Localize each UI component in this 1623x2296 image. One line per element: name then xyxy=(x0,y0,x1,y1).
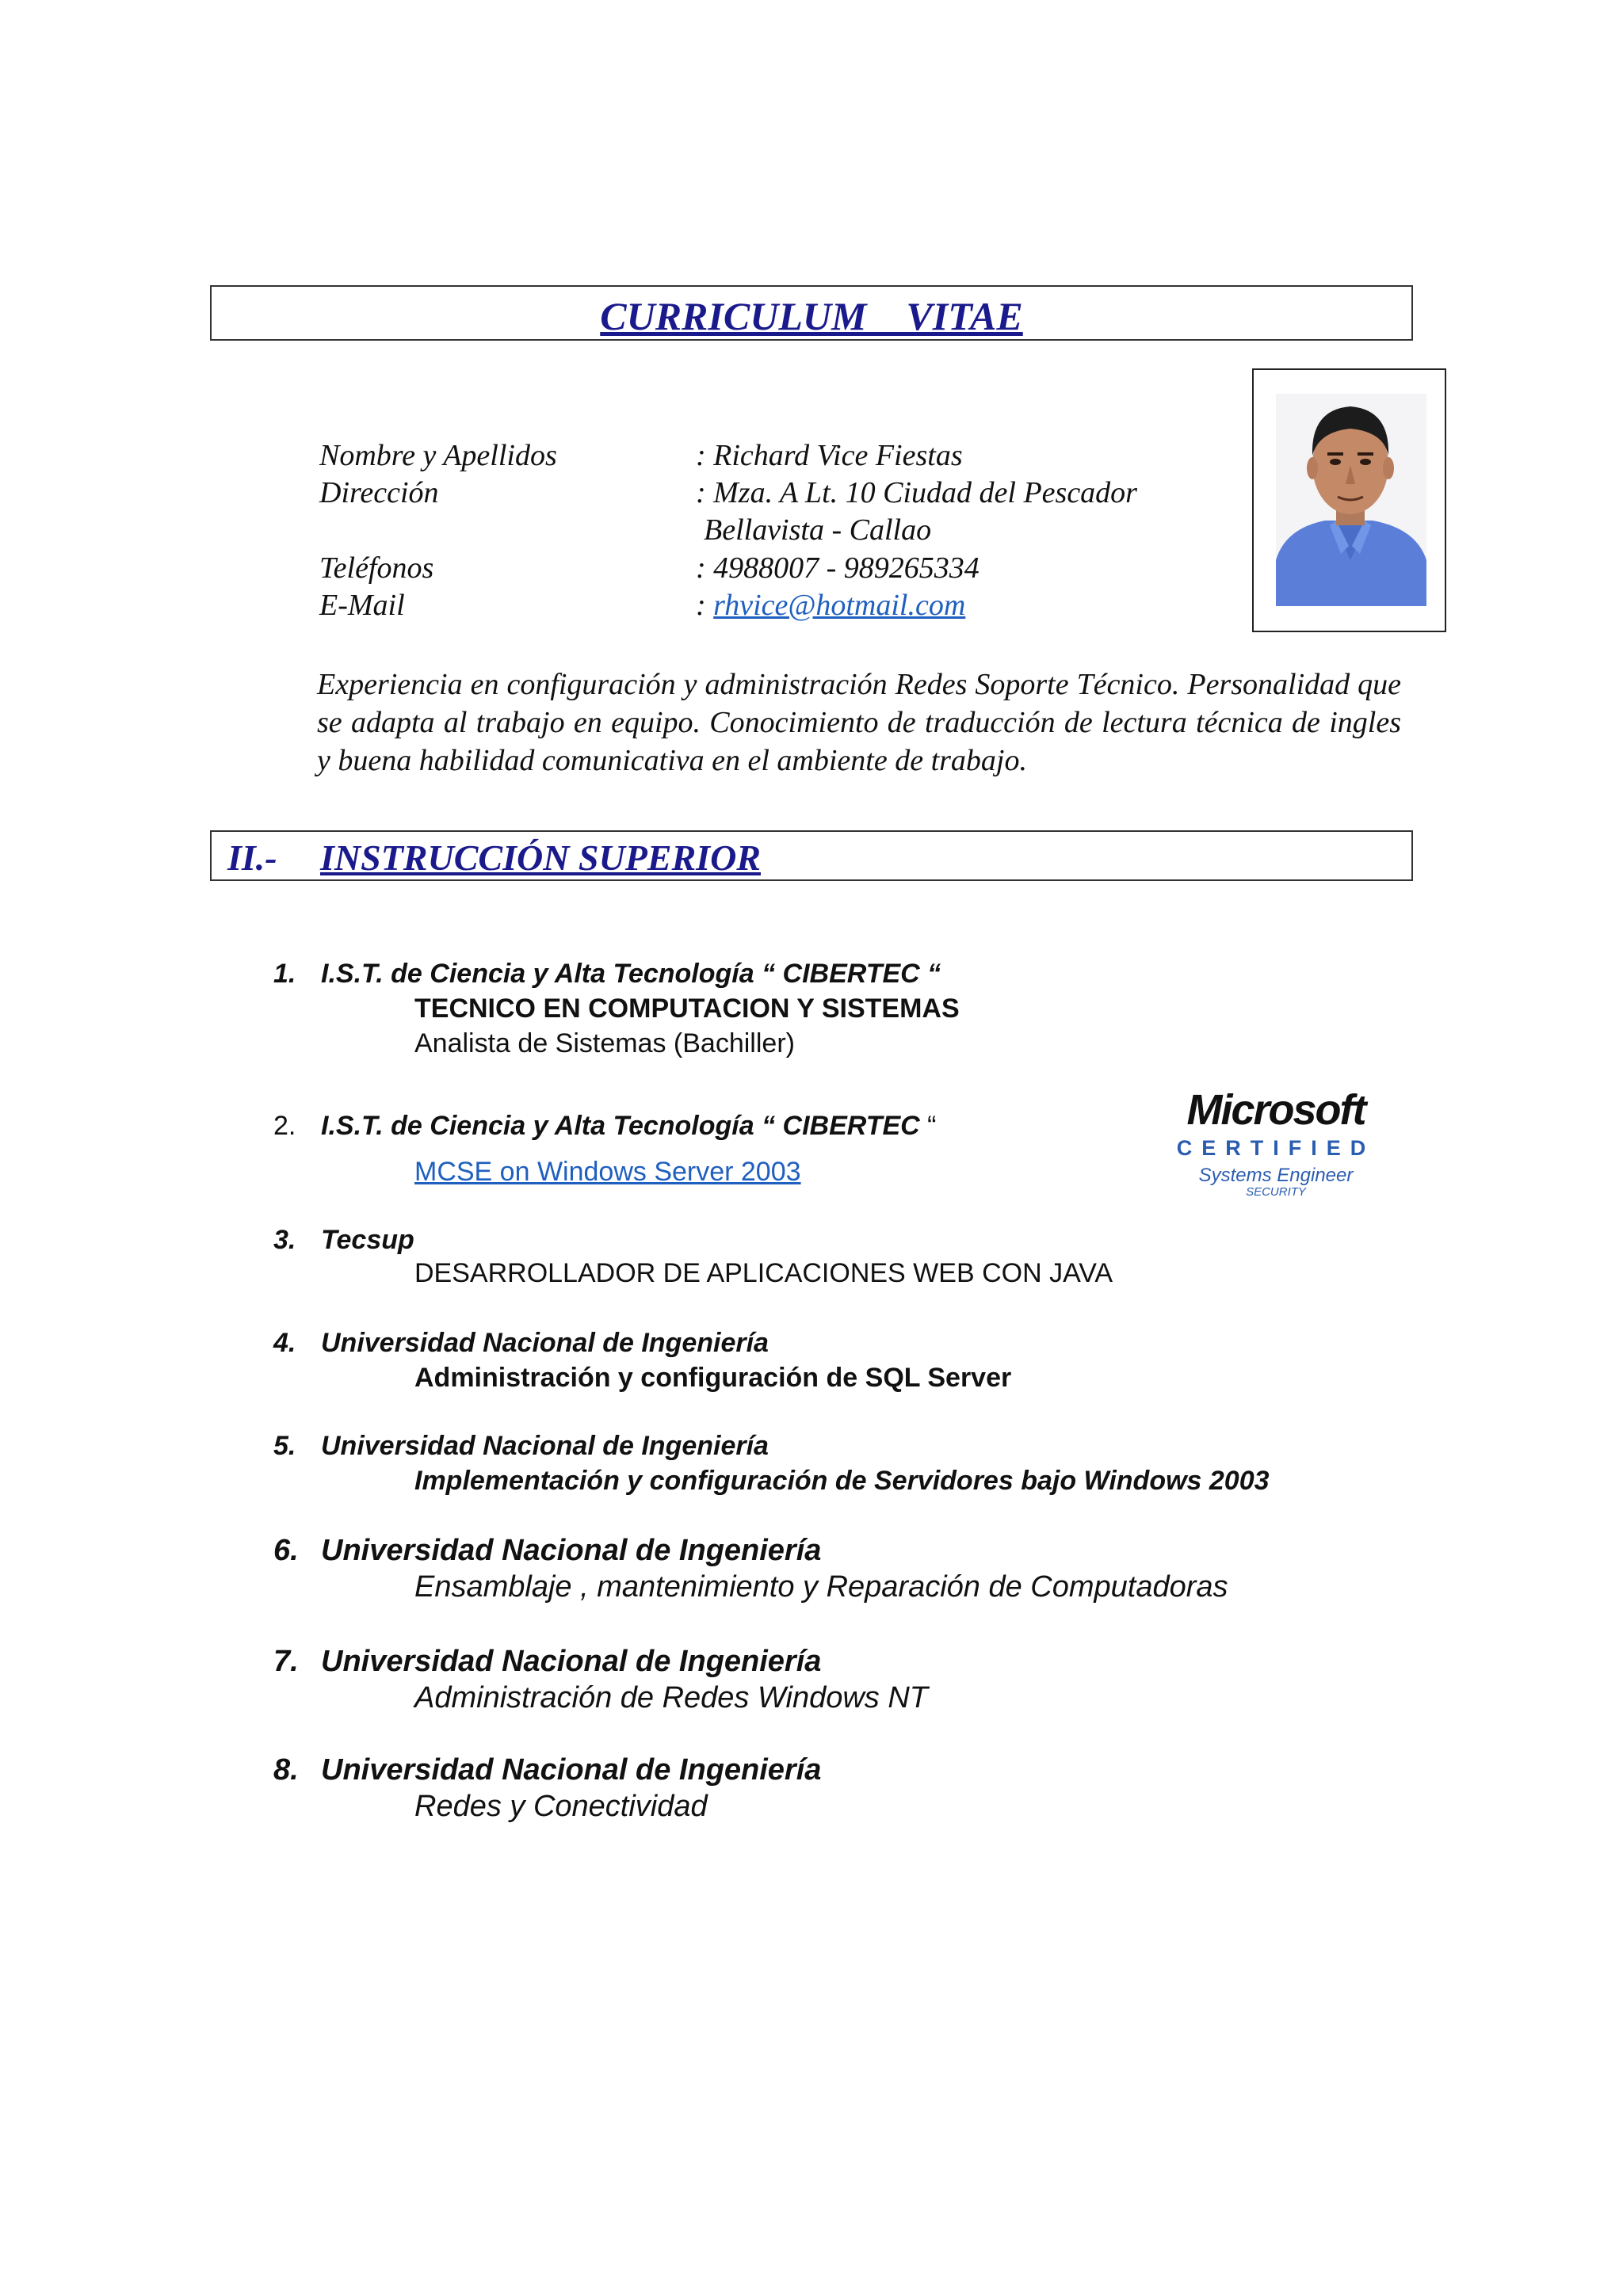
education-course: DESARROLLADOR DE APLICACIONES WEB CON JAVA xyxy=(414,1258,1113,1288)
ms-certified: CERTIFIED xyxy=(1176,1136,1376,1160)
profile-photo-frame xyxy=(1252,368,1446,632)
education-institution-tail: “ xyxy=(919,1111,937,1141)
profile-photo xyxy=(1254,370,1445,631)
education-institution: Universidad Nacional de Ingeniería xyxy=(321,1431,769,1461)
microsoft-certified-logo xyxy=(1157,1085,1395,1200)
education-institution: Universidad Nacional de Ingeniería xyxy=(321,1645,822,1678)
profile-summary: Experiencia en configuración y administración Redes Soporte Técnico. Personalidad que se adapta al trabajo en equipo. Conocimiento de traducción de lectura técnica de ingles y buena habilidad comunicativa en el ambiente de trabajo. xyxy=(317,668,1401,777)
education-number: 3. xyxy=(273,1225,296,1255)
education-number: 5. xyxy=(273,1431,296,1461)
education-degree: TECNICO EN COMPUTACION Y SISTEMAS xyxy=(414,994,960,1024)
education-number: 1. xyxy=(273,959,296,989)
education-institution: Universidad Nacional de Ingeniería xyxy=(321,1534,822,1567)
education-course: Administración y configuración de SQL Server xyxy=(414,1363,1012,1393)
education-number: 8. xyxy=(273,1753,299,1787)
ms-brand: Microsoft xyxy=(1186,1086,1365,1134)
email-link[interactable]: rhvice@hotmail.com xyxy=(713,589,966,622)
phone-label: Teléfonos xyxy=(319,551,434,585)
education-mcse-link[interactable]: MCSE on Windows Server 2003 xyxy=(414,1157,801,1187)
phone-value: : 4988007 - 989265334 xyxy=(696,551,980,585)
section-header xyxy=(210,830,1413,881)
address-label: Dirección xyxy=(319,476,439,509)
education-institution: I.S.T. de Ciencia y Alta Tecnología “ CIBERTEC xyxy=(321,1111,920,1141)
address-value-1: : Mza. A Lt. 10 Ciudad del Pescador xyxy=(696,476,1137,509)
education-number: 6. xyxy=(273,1534,299,1567)
education-course: Redes y Conectividad xyxy=(414,1790,708,1823)
education-course: Ensamblaje , mantenimiento y Reparación de Computadoras xyxy=(414,1570,1228,1604)
education-institution: Tecsup xyxy=(321,1225,414,1255)
education-institution: Universidad Nacional de Ingeniería xyxy=(321,1753,822,1787)
education-course: Administración de Redes Windows NT xyxy=(414,1681,929,1714)
email-line xyxy=(696,588,965,623)
education-number: 2. xyxy=(273,1111,296,1141)
email-prefix: : xyxy=(696,589,714,622)
title-box xyxy=(210,285,1413,341)
name-value: : Richard Vice Fiestas xyxy=(696,439,963,472)
section-title: INSTRUCCIÓN SUPERIOR xyxy=(320,837,761,878)
address-value-2: Bellavista - Callao xyxy=(704,513,932,547)
education-detail: Analista de Sistemas (Bachiller) xyxy=(414,1028,795,1058)
email-label: E-Mail xyxy=(319,589,405,622)
section-number: II.- xyxy=(227,837,277,878)
name-label: Nombre y Apellidos xyxy=(319,439,557,472)
education-institution: I.S.T. de Ciencia y Alta Tecnología “ CIBERTEC “ xyxy=(321,959,941,989)
education-course: Implementación y configuración de Servidores bajo Windows 2003 xyxy=(414,1466,1270,1496)
ms-title: Systems Engineer xyxy=(1198,1165,1354,1186)
education-number: 4. xyxy=(273,1328,296,1358)
education-institution: Universidad Nacional de Ingeniería xyxy=(321,1328,769,1358)
education-number: 7. xyxy=(273,1645,299,1678)
education-institution-line xyxy=(321,1111,936,1142)
page-title: CURRICULUM VITAE xyxy=(600,294,1023,338)
ms-track: SECURITY xyxy=(1246,1185,1306,1199)
